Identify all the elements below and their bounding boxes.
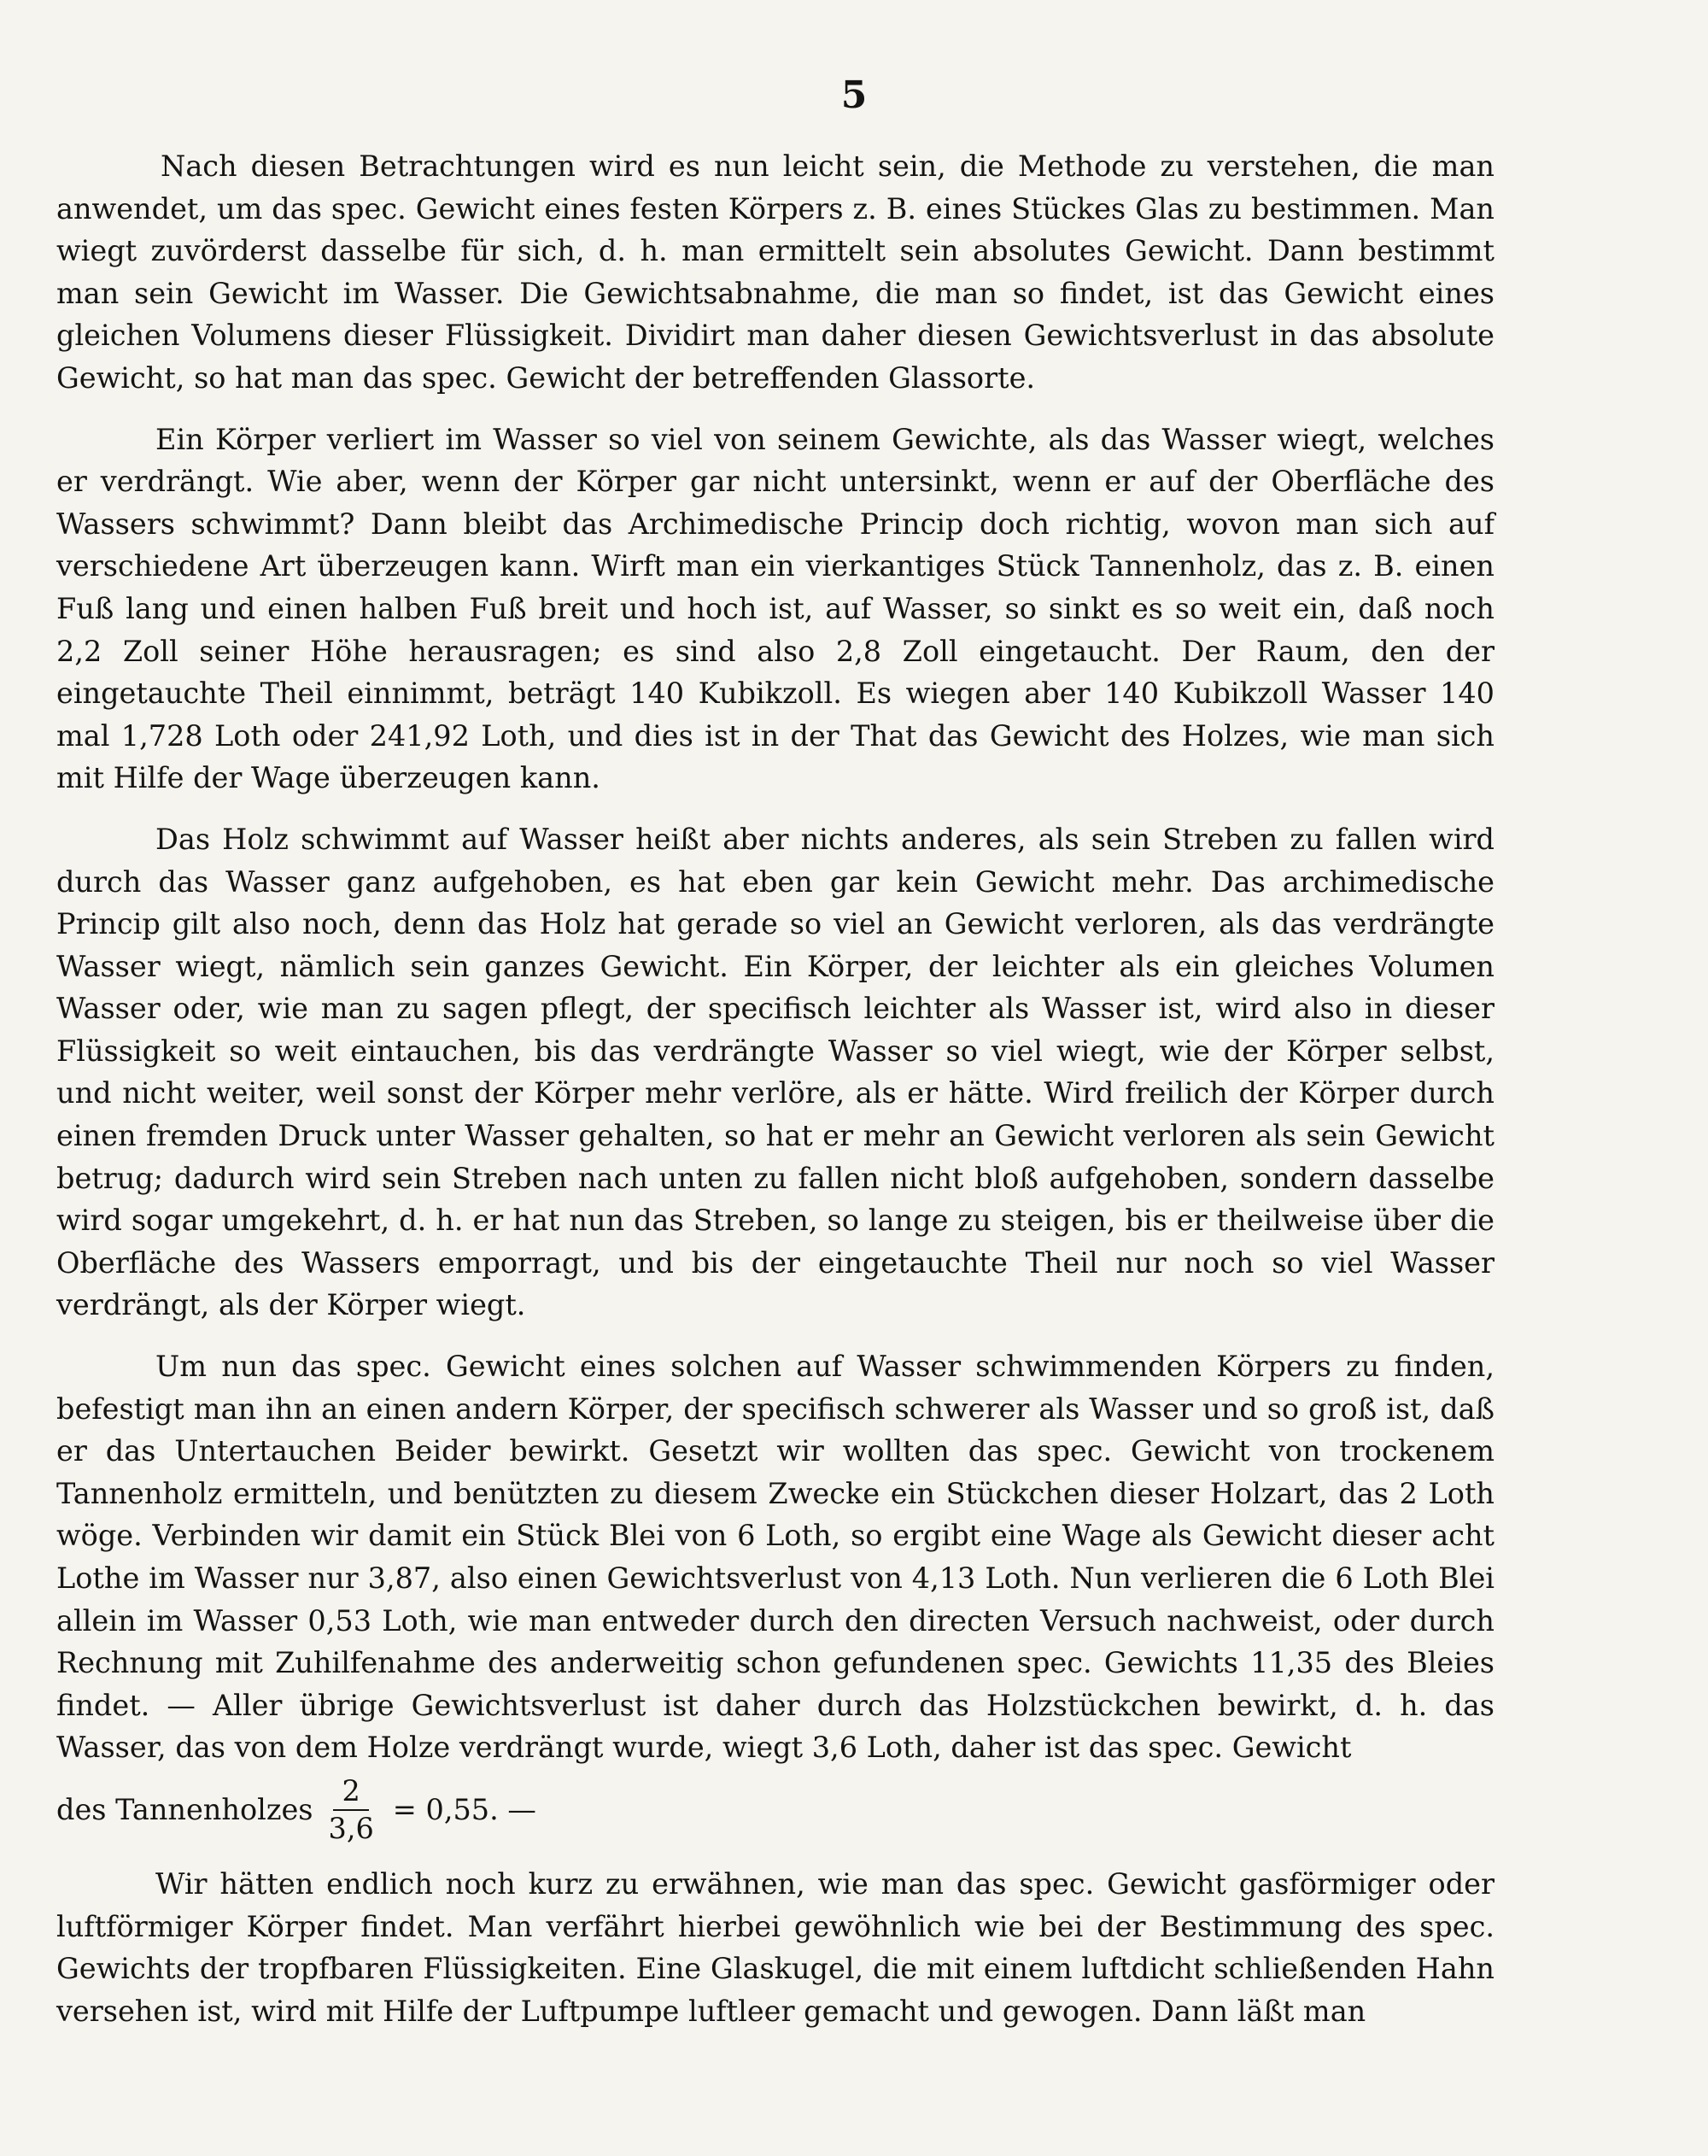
body-text bbox=[56, 145, 1494, 2051]
formula-numerator: 2 bbox=[333, 1773, 368, 1811]
paragraph-method: Nach diesen Betrachtungen wird es nun leicht sein, die Methode zu verstehen, die man anwendet, um das spec. Gewicht eines festen Körpers z. B. eines Stückes Glas zu bestimmen. Man wiegt zuvörderst dasselbe für sich, d. h. man ermittelt sein absolutes Gewicht. Dann bestimmt man sein Gewicht im Wasser. Die Gewichtsabnahme, die man so findet, ist das Gewicht eines gleichen Volumens dieser Flüssigkeit. Dividirt man daher diesen Gewichtsverlust in das absolute Gewicht, so hat man das spec. Gewicht der betreffenden Glassorte. bbox=[56, 149, 1494, 395]
formula-fraction bbox=[329, 1773, 374, 1847]
page-number: 5 bbox=[840, 73, 868, 117]
paragraph-floating-body: Ein Körper verliert im Wasser so viel von seinem Gewichte, als das Wasser wiegt, welches er verdrängt. Wie aber, wenn der Körper gar nicht untersinkt, wenn er auf der Oberfläche des Wassers schwimmt? Dann bleibt das Archimedische Princip doch richtig, wovon man sich auf verschiedene Art überzeugen kann. Wirft man ein vierkantiges Stück Tannenholz, das z. B. einen Fuß lang und einen halben Fuß breit und hoch ist, auf Wasser, so sinkt es so weit ein, daß noch 2,2 Zoll seiner Höhe herausragen; es sind also 2,8 Zoll eingetaucht. Der Raum, den der eingetauchte Theil einnimmt, beträgt 140 Kubikzoll. Es wiegen aber 140 Kubikzoll Wasser 140 mal 1,728 Loth oder 241,92 Loth, und dies ist in der That das Gewicht des Holzes, wie man sich mit Hilfe der Wage überzeugen kann. bbox=[56, 422, 1494, 795]
formula-line bbox=[56, 1769, 1494, 1851]
formula-result: = 0,55. — bbox=[392, 1793, 536, 1827]
paragraph-gas-weight: Wir hätten endlich noch kurz zu erwähnen, wie man das spec. Gewicht gasförmiger oder luftförmiger Körper findet. Man verfährt hierbei gewöhnlich wie bei der Bestimmung des spec. Gewichts der tropfbaren Flüssigkeiten. Eine Glaskugel, die mit einem luftdicht schließenden Hahn versehen ist, wird mit Hilfe der Luftpumpe luftleer gemacht und gewogen. Dann läßt man bbox=[56, 1866, 1494, 2028]
paragraph-specific-gravity-example: Um nun das spec. Gewicht eines solchen auf Wasser schwimmenden Körpers zu finden, befestigt man ihn an einen andern Körper, der specifisch schwerer als Wasser und so groß ist, daß er das Untertauchen Beider bewirkt. Gesetzt wir wollten das spec. Gewicht von trockenem Tannenholz ermitteln, und benützten zu diesem Zwecke ein Stückchen dieser Holzart, das 2 Loth wöge. Verbinden wir damit ein Stück Blei von 6 Loth, so ergibt eine Wage als Gewicht dieser acht Lothe im Wasser nur 3,87, also einen Gewichtsverlust von 4,13 Loth. Nun verlieren die 6 Loth Blei allein im Wasser 0,53 Loth, wie man entweder durch den directen Versuch nachweist, oder durch Rechnung mit Zuhilfenahme des anderweitig schon gefundenen spec. Gewichts 11,35 des Bleies findet. — Aller übrige Gewichtsverlust ist daher durch das Holzstückchen bewirkt, d. h. das Wasser, das von dem Holze verdrängt wurde, wiegt 3,6 Loth, daher ist das spec. Gewicht bbox=[56, 1350, 1494, 1765]
paragraph-archimedes-principle: Das Holz schwimmt auf Wasser heißt aber nichts anderes, als sein Streben zu fallen wird durch das Wasser ganz aufgehoben, es hat eben gar kein Gewicht mehr. Das archimedische Princip gilt also noch, denn das Holz hat gerade so viel an Gewicht verloren, als das verdrängte Wasser wiegt, nämlich sein ganzes Gewicht. Ein Körper, der leichter als ein gleiches Volumen Wasser oder, wie man zu sagen pflegt, der specifisch leichter als Wasser ist, wird also in dieser Flüssigkeit so weit eintauchen, bis das verdrängte Wasser so viel wiegt, wie der Körper selbst, und nicht weiter, weil sonst der Körper mehr verlöre, als er hätte. Wird freilich der Körper durch einen fremden Druck unter Wasser gehalten, so hat er mehr an Gewicht verloren als sein Gewicht betrug; dadurch wird sein Streben nach unten zu fallen nicht bloß aufgehoben, sondern dasselbe wird sogar umgekehrt, d. h. er hat nun das Streben, so lange zu steigen, bis er theilweise über die Oberfläche des Wassers emporragt, und bis der eingetauchte Theil nur noch so viel Wasser verdrängt, als der Körper wiegt. bbox=[56, 822, 1494, 1322]
formula-prefix: des Tannenholzes bbox=[56, 1793, 313, 1827]
formula-denominator: 3,6 bbox=[328, 1811, 374, 1845]
